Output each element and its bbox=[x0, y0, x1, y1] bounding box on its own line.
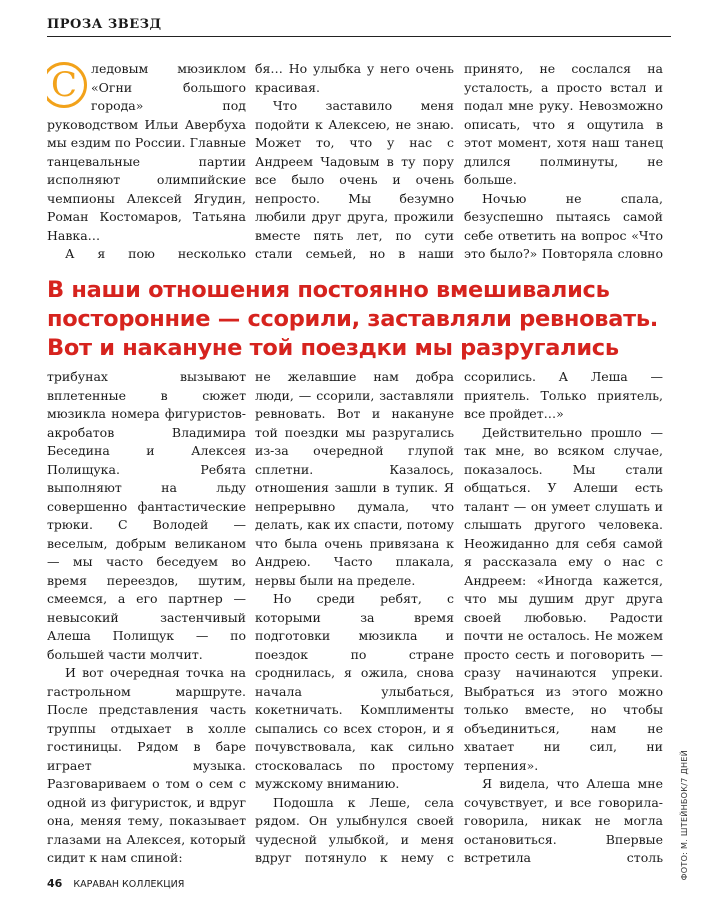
pull-quote: В наши отношения постоянно вмешивались посторонние — ссорили, заставляли ревновать. Вот и накануне той поездки мы разругались bbox=[47, 277, 659, 361]
paragraph: Я видела, что Алеша мне сочувствует, и все говорила-говорила, никак не могла остановиться. Впервые встретила столь bbox=[464, 776, 663, 865]
paragraph: Действительно прошло — так мне, во всяком случае, показалось. Мы стали общаться. У Алеши есть талант — он умеет слушать и слышать другого человека. Неожиданно для себя самой я рассказала ему о нас с Андреем: «Иногда кажется, что мы душим друг друга своей любовью. Радости почти не осталось. Не можем просто сесть и поговорить — сразу начинаются упреки. Выбраться из этого можно только вместе, но чтобы объединиться, нам не хватает ни сил, ни терпения». bbox=[464, 424, 663, 773]
upper-column-3 bbox=[464, 60, 663, 266]
paragraph: ссорились. А Леша — приятель. Только приятель, все пройдет…» bbox=[464, 369, 663, 421]
paragraph: Ночью не спала, безуспешно пытаясь самой себе ответить на вопрос «Что это было?» Повторяла словно bbox=[464, 190, 663, 261]
section-title: ПРОЗА ЗВЕЗД bbox=[47, 17, 162, 32]
paragraph: ледовым мюзиклом «Огни большого города» под руководством Ильи Авербуха мы ездим по России. Главные танцевальные партии исполняют олимпийские чемпионы Алексей Ягудин, Роман Костомаров, Татьяна Навка… bbox=[47, 61, 246, 243]
paragraph: Но среди ребят, с которыми за время подготовки мюзикла и поездок по стране сроднилась, я ожила, снова начала улыбаться, кокетничать. Комплименты сыпались со всех сторон, и я почувствовала, как сильно стосковалась по простому мужскому вниманию. bbox=[255, 591, 454, 791]
drop-cap: С bbox=[47, 62, 87, 108]
paragraph: принято, не сослался на усталость, а просто встал и подал мне руку. Невозможно описать, что я ощутила в этот момент, хотя наш танец длился полминуты, не больше. bbox=[464, 61, 663, 187]
header-rule bbox=[47, 36, 671, 37]
paragraph: Что заставило меня подойти к Алексею, не знаю. Может то, что у нас с Андреем Чадовым в ту пору все было очень и очень непросто. Мы безумно любили друг друга, прожили вместе пять лет, по сути стали семьей, но в наши bbox=[255, 98, 454, 261]
paragraph: А я пою несколько bbox=[65, 246, 246, 261]
photo-credit: ФОТО: М. ШТЕЙНБОК/7 ДНЕЙ bbox=[680, 750, 689, 881]
paragraph bbox=[47, 868, 246, 869]
page-number: 46 bbox=[47, 877, 63, 890]
page-footer bbox=[47, 877, 184, 890]
paragraph: бя… Но улыбка у него очень красивая. bbox=[255, 61, 454, 95]
upper-column-2 bbox=[255, 60, 454, 266]
paragraph: И вот очередная точка на гастрольном маршруте. После представления часть труппы отдыхает в холле гостиницы. Рядом в баре играет музыка. Разговариваем о том о сем с одной из фигуристок, и вдруг она, меняя тему, показывает глазами на Алексея, который сидит к нам спиной: bbox=[47, 665, 246, 865]
upper-column-1 bbox=[47, 60, 246, 266]
lower-column-1 bbox=[47, 368, 246, 868]
lower-column-3 bbox=[464, 368, 663, 868]
paragraph: Подошла к Леше, села рядом. Он улыбнулся своей чудесной улыбкой, и меня вдруг потянуло к нему с bbox=[255, 794, 454, 865]
paragraph: трибунах вызывают вплетенные в сюжет мюзикла номера фигуристов-акробатов Владимира Беседина и Алексея Полищука. Ребята выполняют на льду совершенно фантастические трюки. С Володей — веселым, добрым великаном — мы часто беседуем во время переездов, шутим, смеемся, а его партнер — невысокий застенчивый Алеша Полищук — по большей части молчит. bbox=[47, 369, 246, 662]
paragraph: не желавшие нам добра люди, — ссорили, заставляли ревновать. Вот и накануне той поездки мы разругались из-за очередной глупой сплетни. Казалось, отношения зашли в тупик. Я непрерывно думала, что делать, как их спасти, потому что была очень привязана к Андрею. Часто плакала, нервы были на пределе. bbox=[255, 369, 454, 588]
lower-column-2 bbox=[255, 368, 454, 868]
magazine-name: КАРАВАН КОЛЛЕКЦИЯ bbox=[73, 879, 185, 890]
